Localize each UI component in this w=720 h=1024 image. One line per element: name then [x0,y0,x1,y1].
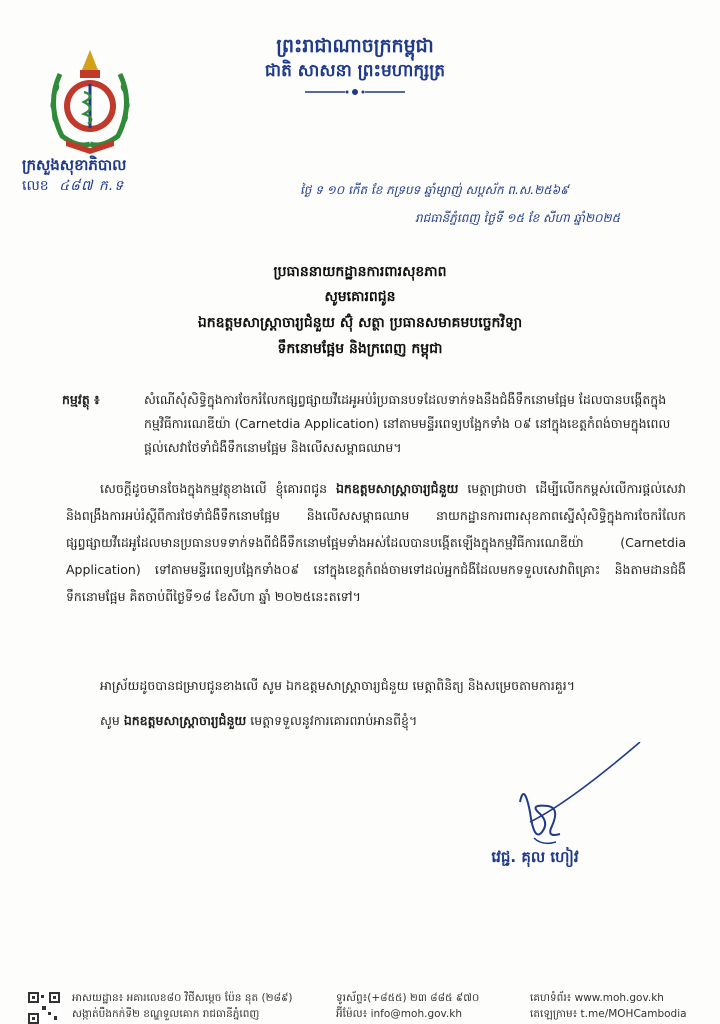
p1-honorific: ឯកឧត្តមសាស្ត្រាចារ្យជំនួយ [335,481,459,496]
subject-block [62,388,672,455]
header-ornament [300,86,410,98]
document-number-value: ៤៨៧ ក.ទ [59,178,125,194]
ministry-name: ក្រសួងសុខាភិបាល [22,156,127,174]
recipient-organization: ទឹកនោមផ្អែម និងក្រពេញ កម្ពុជា [277,341,443,357]
qr-code-icon [28,992,60,1024]
body-paragraph-1 [66,475,686,610]
solar-date: រាជធានីភ្នំពេញ ថ្ងៃទី ១៥ ខែ សីហា ឆ្នាំ២០២៥ [415,211,621,225]
footer-address-line2: សង្កាត់បឹងកក់ទី២ ខណ្ឌទួលគោក រាជធានីភ្នំពេញ [72,1008,260,1020]
salutation: សូមគោរពជូន [324,289,396,305]
p1-text-rest: មេត្តាជ្រាបថា ដើម្បីលើកកម្ពស់លើការផ្តល់សេវា និងពង្រឹងការអប់រំស្តីពីការថែទាំជំងឺទឹកនោមផ្អែម និងលើសសម្ពាធឈាម នាយកដ្ឋានការពារសុខភាពស្នើសុំសិទ្ធិក្នុងការចែករំលែកផ្សព្វផ្សាយវីដេអូដែលមានប្រធានបទទាក់ទងពីជំងឺទឹកនោមផ្អែមទាំងអស់ដែលបានបង្កើតឡើងក្នុងកម្មវិធីការណេឌីយ៉ា (Carnetdia Application) ទៅតាមមន្ទីរពេទ្យបង្អែកទាំង០៩ នៅក្នុងខេត្តកំពង់ចាមទៅដល់អ្នកជំងឺដែលមកទទួលសេវាពិគ្រោះ និងតាមដានជំងឺទឹកនោមផ្អែម គិតចាប់ពីថ្ងៃទី១៨ ខែសីហា ឆ្នាំ ២០២៥នេះតទៅ។ [66,481,686,604]
sender-title: ប្រធាននាយកដ្ឋានការពារសុខភាព [273,264,447,280]
recipient-name: ឯកឧត្តមសាស្ត្រាចារ្យជំនួយ ស៊ុំ សត្ថា ប្រធានសមាគមបច្ចេកវិទ្យា [197,315,523,331]
p3-text-start: សូម [100,713,124,728]
p3-honorific: ឯកឧត្តមសាស្ត្រាចារ្យជំនួយ [123,713,247,728]
handwritten-signature [490,742,650,862]
ministry-logo [40,44,140,156]
footer-phone: ទូរស័ព្ទ៖(+៨៥៥) ២៣ ៨៨៥ ៩៧០ [336,992,480,1004]
footer-telegram[interactable]: តេឡេក្រាម៖ t.me/MOHCambodia [530,1008,687,1020]
subject-label: កម្មវត្ថុ ៖ [62,392,100,407]
kingdom-title: ព្រះរាជាណាចក្រកម្ពុជា [276,35,434,57]
p3-text-rest: មេត្តាទទួលនូវការគោរពរាប់អានពីខ្ញុំ។ [246,713,418,728]
footer-address-line1: អាសយដ្ឋាន៖ អគារលេខ៨០ វិថីសម្តេច ប៉ែន នុត (២៨៩) [72,992,293,1004]
national-motto: ជាតិ សាសនា ព្រះមហាក្សត្រ [264,61,446,81]
p1-text-start: សេចក្តីដូចមានចែងក្នុងកម្មវត្ថុខាងលើ ខ្ញុំគោរពជូន [100,481,336,496]
footer-website[interactable]: គេហទំព័រ៖ www.moh.gov.kh [530,992,664,1004]
body-paragraph-2: អាស្រ័យដូចបានជម្រាបជូនខាងលើ សូម ឯកឧត្តមសាស្ត្រាចារ្យជំនួយ មេត្តាពិនិត្យ និងសម្រេចតាមការគួរ។ [100,678,575,693]
footer-email[interactable]: អ៊ីម៉ែល៖ info@moh.gov.kh [336,1008,463,1020]
closing-paragraph [66,707,686,734]
document-number-label: លេខ [22,178,49,194]
signer-name: វេជ្ជ. គុល ហៀវ [491,848,579,866]
subject-text: សំណើសុំសិទ្ធិក្នុងការចែករំលែកផ្សព្វផ្សាយវីដេអូអប់រំប្រធានបទដែលទាក់ទងនឹងជំងឺទឹកនោមផ្អែម ដែលបានបង្កើតក្នុងកម្មវិធីការណេឌីយ៉ា (Carnetdia Application) នៅតាមមន្ទីរពេទ្យបង្អែកទាំង ០៩ នៅក្នុងខេត្តកំពង់ចាមក្នុងពេលផ្តល់សេវាថែទាំជំងឺទឹកនោមផ្អែម និងលើសសម្ពាធឈាម។ [144,392,671,455]
document-number [22,176,124,197]
lunar-date: ថ្ងៃ ទ ១០ កើត ខែ ភទ្របទ ឆ្នាំម្សាញ់ សប្តស័ក ព.ស.២៥៦៩ [300,183,569,197]
